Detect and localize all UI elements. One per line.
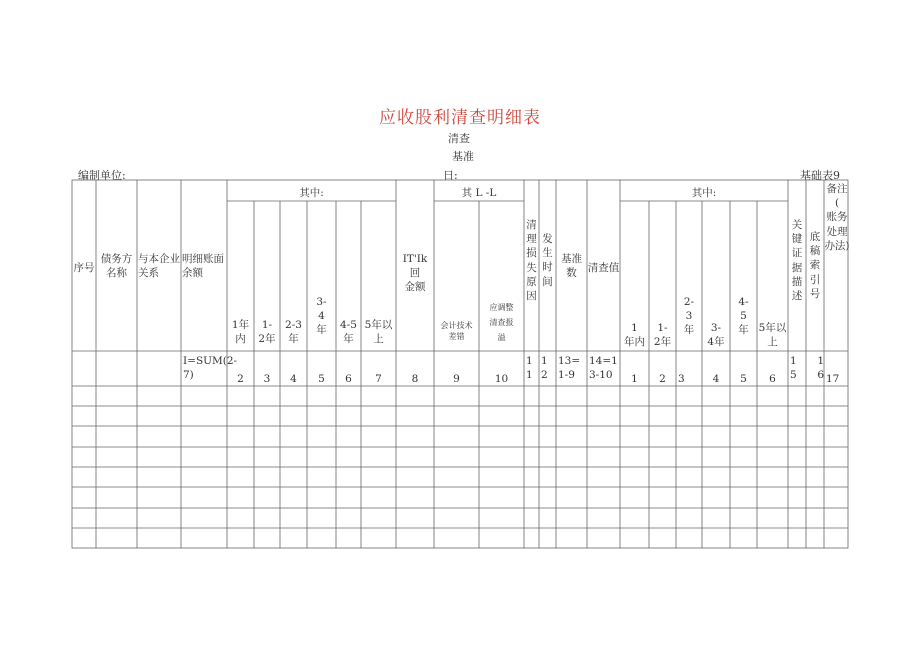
num-r-1: 1 [631,373,638,385]
num-r-2: 2 [659,373,666,385]
num-col-6: 6 [345,373,352,385]
num-r-3: 3 [678,373,685,385]
page-title: 应收股利清查明细表 [379,108,541,128]
header-y5-plus: 5年以 上 [364,319,393,346]
header-of-which-right: 其中: [691,187,717,199]
header-of-which-left: 其中: [299,187,324,199]
num-r-6: 6 [769,373,776,385]
header-r-y2-3: 2- 3 年 [683,296,695,337]
header-r-y5-plus: 5年以 上 [758,322,787,349]
header-r-y3-4: 3- 4年 [707,322,725,349]
num-col-16: 1 6 [817,355,824,382]
sub-line3: 日: [443,169,458,182]
num-col-4b: 4 [290,373,297,385]
num-col-13: 13= 1-9 [558,355,581,382]
sub-line2: 基准 [452,150,474,163]
header-check-value: 清查值 [587,262,620,274]
num-col-8: 8 [411,373,419,385]
header-y3-4: 3- 4 年 [316,296,327,337]
num-col-17: 17 [826,373,840,385]
header-y1-2: 1- 2年 [258,319,276,346]
num-col-2: 2 [237,373,244,385]
num-col-7: 7 [375,373,382,385]
num-col-4: I=SUM(2- 7) [183,355,238,382]
header-ref: 底 稿 索 引 号 [809,231,821,300]
header-y2-3: 2-3 年 [285,319,302,346]
header-loss-reason: 清 理 损 失 原 因 [526,219,537,302]
header-relation: 与本企业 关系 [138,253,180,280]
header-y4-5: 4-5 年 [340,319,357,346]
num-r-4: 4 [712,373,720,385]
header-debtor-name: 债务方 名称 [100,253,133,280]
num-col-5: 5 [318,373,325,385]
form-number: 基础表9 [800,169,840,182]
header-seq: 序号 [73,262,95,274]
header-base-num: 基准 数 [561,253,582,280]
num-col-10: 10 [494,373,509,385]
header-remark: 备注 ( 账务 处理 办法) [824,183,850,252]
header-y1: 1年 内 [231,319,250,346]
header-r-y4-5: 4- 5 年 [738,296,749,337]
num-col-9: 9 [453,373,460,385]
header-r-y1-2: 1- 2年 [653,322,672,349]
header-occur-time: 发 生 时 间 [542,233,553,288]
header-acct-diff: 会计技术 差错 [440,321,473,341]
num-col-3: 3 [263,373,271,385]
sub-line1: 清查 [448,132,470,145]
header-evidence: 关 键 证 据 描 述 [791,219,803,302]
num-col-11: 1 1 [526,355,533,382]
num-r-5: 5 [740,373,747,385]
unit-label: 编制单位: [78,169,126,182]
header-of-which-mid: 其 L -L [461,187,497,199]
header-r-y1: 1 年内 [624,322,645,349]
num-col-15: 1 5 [790,355,797,382]
num-col-14: 14=1 3-10 [589,355,618,382]
header-recovered: ΙΤ'Ik 回 金额 [402,253,428,294]
header-adjust: 应调整 清查报 溢 [489,303,514,343]
header-book-amount: 明细账面 余额 [182,253,224,280]
num-col-12: 1 2 [541,355,548,382]
